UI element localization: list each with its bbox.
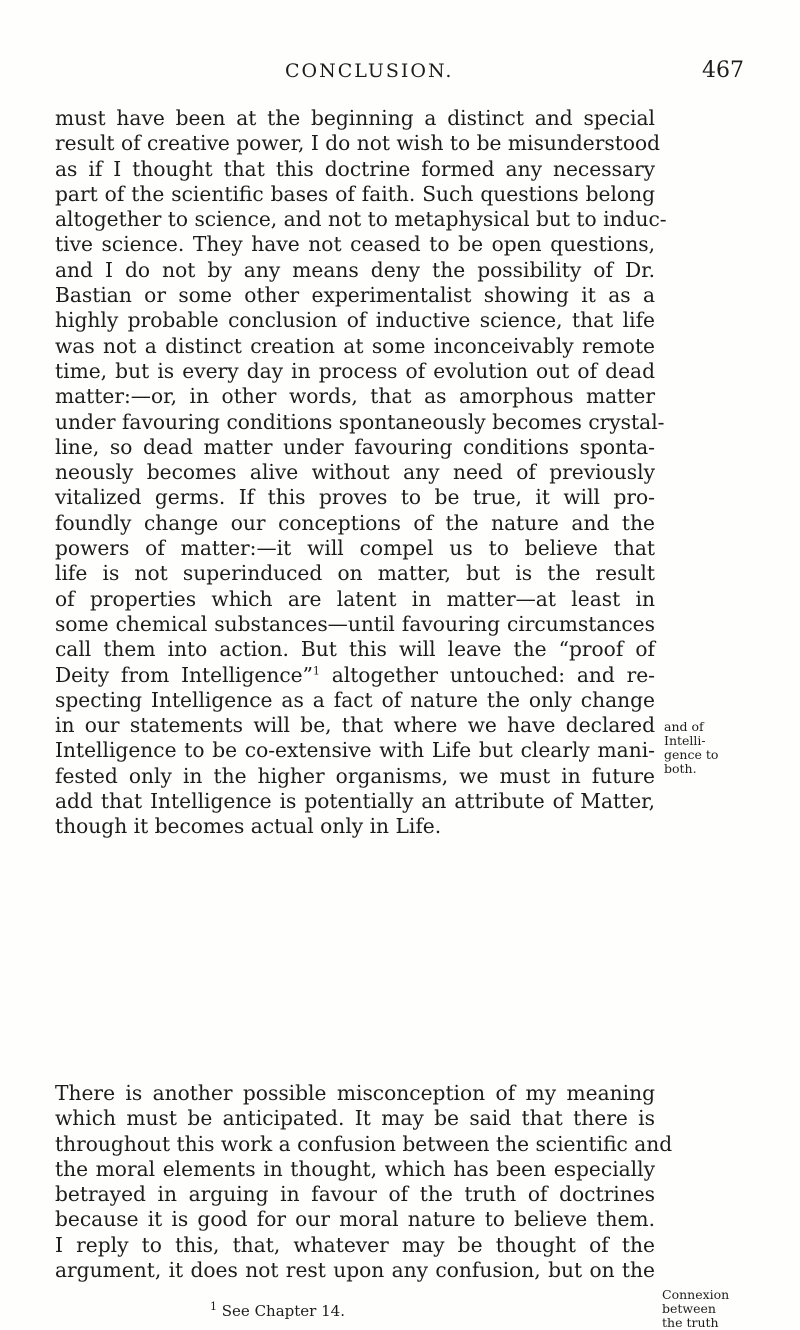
text-line: betrayed in arguing in favour of the truth of doctrines	[55, 1182, 655, 1207]
text-line: of properties which are latent in matter—at least in	[55, 586, 655, 611]
text-line: must have been at the beginning a distinct and special	[55, 106, 655, 130]
text-line: and I do not by any means deny the possibility of Dr.	[55, 257, 655, 282]
text-line: add that Intelligence is potentially an attribute of Matter,	[55, 789, 655, 814]
footnote-reference[interactable]: 1	[312, 663, 320, 677]
margin-note-line: the truth	[662, 1315, 719, 1330]
text-line: altogether to science, and not to metaphysical but to induc-	[55, 207, 667, 232]
text-line: throughout this work a confusion between the scientific and	[55, 1131, 673, 1156]
text-line: some chemical substances—until favouring circumstances	[55, 611, 655, 636]
paragraph-1	[55, 106, 667, 840]
text-line: Intelligence to be co-extensive with Life but clearly mani-	[55, 738, 655, 763]
text-line: the moral elements in thought, which has been especially	[55, 1156, 655, 1181]
margin-note-line: Connexion	[662, 1287, 730, 1302]
text-line: powers of matter:—it will compel us to believe that	[55, 536, 655, 561]
text-line: foundly change our conceptions of the nature and the	[55, 510, 655, 535]
text-line: There is another possible misconception of my meaning	[55, 1081, 655, 1105]
text-segment: Deity from Intelligence”	[55, 662, 313, 687]
margin-note-line: both.	[664, 761, 697, 776]
footnote-marker: 1	[210, 1300, 217, 1313]
text-line-with-footnote	[55, 663, 655, 688]
footnote-text: See Chapter 14.	[221, 1302, 345, 1320]
text-line: tive science. They have not ceased to be open questions,	[55, 232, 655, 257]
text-line: I reply to this, that, whatever may be thought of the	[55, 1232, 655, 1257]
page-number: 467	[702, 58, 744, 83]
margin-note-line: and of	[664, 719, 704, 734]
page-header	[0, 58, 800, 88]
footnote	[210, 1302, 345, 1320]
text-line: argument, it does not rest upon any confusion, but on the	[55, 1258, 655, 1283]
text-line: line, so dead matter under favouring conditions sponta-	[55, 434, 655, 459]
margin-note-line: between	[662, 1301, 716, 1316]
text-line: because it is good for our moral nature to believe them.	[55, 1207, 655, 1232]
text-line: in our statements will be, that where we have declared	[55, 713, 655, 738]
margin-note	[664, 720, 718, 776]
text-line: Bastian or some other experimentalist showing it as a	[55, 283, 655, 308]
text-line: life is not superinduced on matter, but is the result	[55, 561, 655, 586]
text-line: though it becomes actual only in Life.	[55, 814, 442, 839]
margin-note-line: Intelli-	[664, 733, 706, 748]
text-line: time, but is every day in process of evolution out of dead	[55, 358, 655, 383]
text-line: which must be anticipated. It may be said that there is	[55, 1106, 655, 1131]
text-line: under favouring conditions spontaneously becomes crystal-	[55, 409, 665, 434]
text-line: result of creative power, I do not wish to be misunderstood	[55, 131, 661, 156]
text-line: matter:—or, in other words, that as amorphous matter	[55, 384, 655, 409]
text-line: was not a distinct creation at some inconceivably remote	[55, 333, 655, 358]
text-line: part of the scientific bases of faith. Such questions belong	[55, 181, 655, 206]
text-line: vitalized germs. If this proves to be true, it will pro-	[55, 485, 655, 510]
margin-note	[662, 1288, 729, 1330]
running-head: CONCLUSION.	[285, 60, 454, 82]
text-line: fested only in the higher organisms, we must in future	[55, 763, 655, 788]
margin-note-line: gence to	[664, 747, 719, 762]
text-line: as if I thought that this doctrine formed any necessary	[55, 156, 655, 181]
text-line: call them into action. But this will leave the “proof of	[55, 637, 655, 662]
paragraph-2	[55, 1081, 673, 1283]
text-line: highly probable conclusion of inductive science, that life	[55, 308, 655, 333]
text-line: specting Intelligence as a fact of nature the only change	[55, 687, 655, 712]
text-segment: altogether untouched: and re-	[331, 662, 655, 687]
text-line: neously becomes alive without any need of previously	[55, 460, 655, 485]
